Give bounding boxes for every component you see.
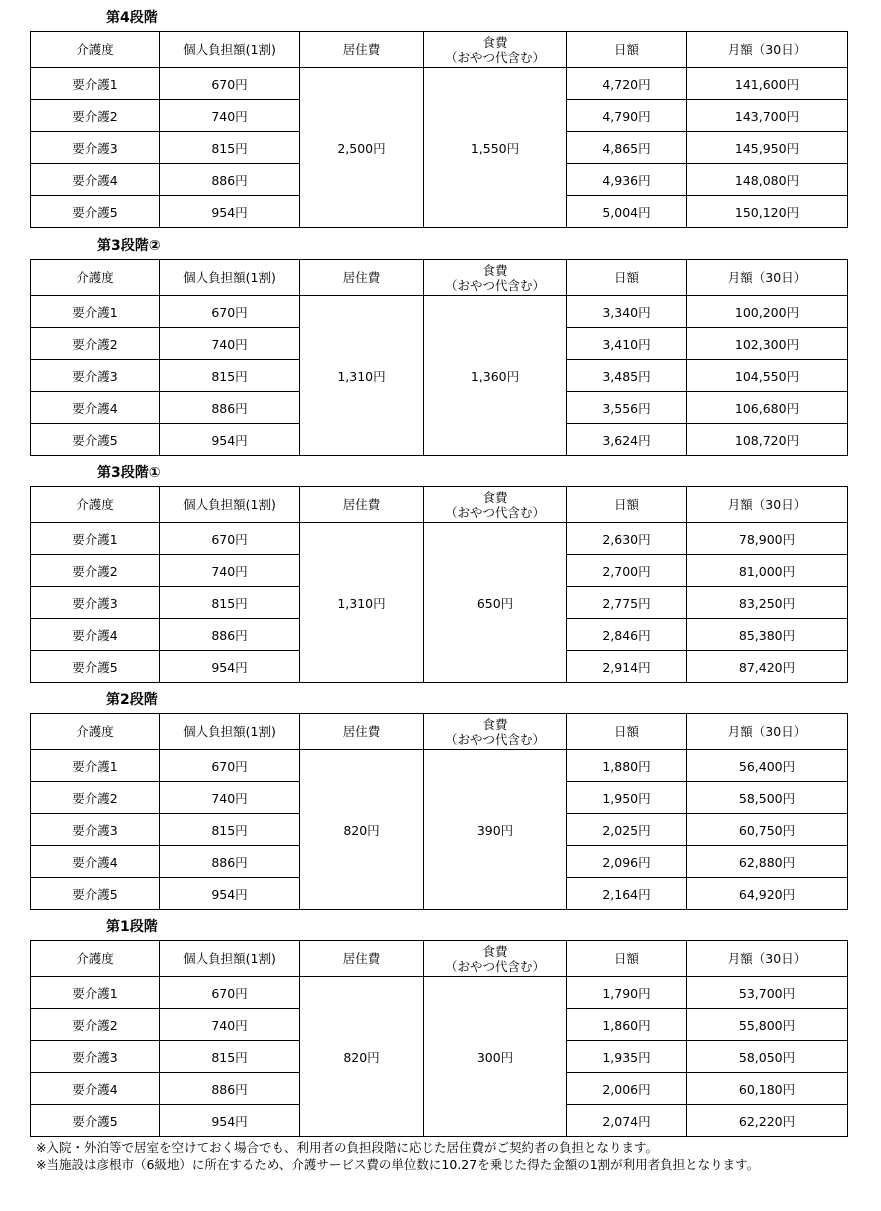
care-level-cell: 要介護2 <box>31 555 160 587</box>
header-care-level: 介護度 <box>31 714 160 750</box>
daily-cell: 2,775円 <box>567 587 687 619</box>
daily-cell: 1,860円 <box>567 1009 687 1041</box>
personal-burden-cell: 886円 <box>160 1073 300 1105</box>
monthly-cell: 87,420円 <box>687 651 848 683</box>
header-personal-burden: 個人負担額(1割) <box>160 941 300 977</box>
care-level-cell: 要介護4 <box>31 1073 160 1105</box>
monthly-cell: 143,700円 <box>687 100 848 132</box>
residence-cell: 1,310円 <box>300 296 424 456</box>
table-row <box>31 523 848 555</box>
header-residence: 居住費 <box>300 32 424 68</box>
residence-cell: 2,500円 <box>300 68 424 228</box>
daily-cell: 2,006円 <box>567 1073 687 1105</box>
monthly-cell: 145,950円 <box>687 132 848 164</box>
daily-cell: 3,340円 <box>567 296 687 328</box>
header-row <box>31 260 848 296</box>
personal-burden-cell: 954円 <box>160 651 300 683</box>
monthly-cell: 81,000円 <box>687 555 848 587</box>
daily-cell: 3,624円 <box>567 424 687 456</box>
header-personal-burden: 個人負担額(1割) <box>160 260 300 296</box>
header-monthly: 月額（30日） <box>687 941 848 977</box>
header-monthly: 月額（30日） <box>687 32 848 68</box>
header-residence: 居住費 <box>300 487 424 523</box>
monthly-cell: 78,900円 <box>687 523 848 555</box>
care-level-cell: 要介護4 <box>31 392 160 424</box>
fee-table <box>30 259 848 456</box>
table-row <box>31 750 848 782</box>
personal-burden-cell: 740円 <box>160 1009 300 1041</box>
daily-cell: 2,846円 <box>567 619 687 651</box>
daily-cell: 1,790円 <box>567 977 687 1009</box>
table-row <box>31 68 848 100</box>
header-residence: 居住費 <box>300 714 424 750</box>
header-meal-line2: （おやつ代含む） <box>444 958 545 974</box>
header-monthly: 月額（30日） <box>687 260 848 296</box>
header-meal-line1: 食費 <box>482 943 508 959</box>
monthly-cell: 148,080円 <box>687 164 848 196</box>
care-level-cell: 要介護1 <box>31 296 160 328</box>
care-level-cell: 要介護5 <box>31 1105 160 1137</box>
personal-burden-cell: 670円 <box>160 296 300 328</box>
header-monthly: 月額（30日） <box>687 714 848 750</box>
care-level-cell: 要介護3 <box>31 1041 160 1073</box>
daily-cell: 3,556円 <box>567 392 687 424</box>
header-personal-burden: 個人負担額(1割) <box>160 714 300 750</box>
monthly-cell: 106,680円 <box>687 392 848 424</box>
personal-burden-cell: 886円 <box>160 619 300 651</box>
personal-burden-cell: 954円 <box>160 1105 300 1137</box>
stage-title: 第4段階 <box>106 10 158 26</box>
header-meal <box>424 941 567 977</box>
personal-burden-cell: 670円 <box>160 750 300 782</box>
meal-cell: 1,550円 <box>424 68 567 228</box>
care-level-cell: 要介護4 <box>31 846 160 878</box>
personal-burden-cell: 670円 <box>160 68 300 100</box>
table-row <box>31 296 848 328</box>
header-daily: 日額 <box>567 487 687 523</box>
care-level-cell: 要介護4 <box>31 164 160 196</box>
header-meal <box>424 32 567 68</box>
personal-burden-cell: 954円 <box>160 424 300 456</box>
care-level-cell: 要介護2 <box>31 782 160 814</box>
daily-cell: 1,935円 <box>567 1041 687 1073</box>
meal-cell: 1,360円 <box>424 296 567 456</box>
header-row <box>31 32 848 68</box>
monthly-cell: 108,720円 <box>687 424 848 456</box>
personal-burden-cell: 954円 <box>160 196 300 228</box>
header-meal-line2: （おやつ代含む） <box>444 49 545 65</box>
header-daily: 日額 <box>567 260 687 296</box>
header-meal-line1: 食費 <box>482 34 508 50</box>
personal-burden-cell: 815円 <box>160 587 300 619</box>
care-level-cell: 要介護1 <box>31 523 160 555</box>
monthly-cell: 56,400円 <box>687 750 848 782</box>
meal-cell: 300円 <box>424 977 567 1137</box>
personal-burden-cell: 815円 <box>160 1041 300 1073</box>
monthly-cell: 141,600円 <box>687 68 848 100</box>
daily-cell: 1,950円 <box>567 782 687 814</box>
care-level-cell: 要介護1 <box>31 750 160 782</box>
fee-table <box>30 486 848 683</box>
notes <box>36 1139 759 1173</box>
daily-cell: 2,164円 <box>567 878 687 910</box>
care-level-cell: 要介護4 <box>31 619 160 651</box>
daily-cell: 4,865円 <box>567 132 687 164</box>
header-meal <box>424 714 567 750</box>
personal-burden-cell: 815円 <box>160 814 300 846</box>
personal-burden-cell: 670円 <box>160 977 300 1009</box>
header-monthly: 月額（30日） <box>687 487 848 523</box>
care-level-cell: 要介護3 <box>31 360 160 392</box>
daily-cell: 2,914円 <box>567 651 687 683</box>
stage-title: 第3段階① <box>97 465 161 481</box>
care-level-cell: 要介護1 <box>31 68 160 100</box>
care-level-cell: 要介護3 <box>31 132 160 164</box>
care-level-cell: 要介護2 <box>31 328 160 360</box>
header-meal <box>424 260 567 296</box>
header-residence: 居住費 <box>300 941 424 977</box>
fee-table <box>30 31 848 228</box>
care-level-cell: 要介護3 <box>31 587 160 619</box>
daily-cell: 5,004円 <box>567 196 687 228</box>
header-residence: 居住費 <box>300 260 424 296</box>
personal-burden-cell: 886円 <box>160 164 300 196</box>
monthly-cell: 104,550円 <box>687 360 848 392</box>
monthly-cell: 85,380円 <box>687 619 848 651</box>
monthly-cell: 62,880円 <box>687 846 848 878</box>
care-level-cell: 要介護1 <box>31 977 160 1009</box>
residence-cell: 820円 <box>300 750 424 910</box>
monthly-cell: 55,800円 <box>687 1009 848 1041</box>
care-level-cell: 要介護3 <box>31 814 160 846</box>
header-meal <box>424 487 567 523</box>
note-hospitalization: ※入院・外泊等で居室を空けておく場合でも、利用者の負担段階に応じた居住費がご契約者の負担となります。 <box>36 1140 658 1155</box>
daily-cell: 3,485円 <box>567 360 687 392</box>
personal-burden-cell: 740円 <box>160 782 300 814</box>
care-level-cell: 要介護5 <box>31 651 160 683</box>
fee-table <box>30 940 848 1137</box>
personal-burden-cell: 740円 <box>160 555 300 587</box>
monthly-cell: 100,200円 <box>687 296 848 328</box>
daily-cell: 2,096円 <box>567 846 687 878</box>
header-personal-burden: 個人負担額(1割) <box>160 32 300 68</box>
monthly-cell: 102,300円 <box>687 328 848 360</box>
monthly-cell: 60,750円 <box>687 814 848 846</box>
personal-burden-cell: 886円 <box>160 846 300 878</box>
personal-burden-cell: 740円 <box>160 328 300 360</box>
header-meal-line1: 食費 <box>482 489 508 505</box>
header-meal-line2: （おやつ代含む） <box>444 277 545 293</box>
header-row <box>31 487 848 523</box>
header-meal-line1: 食費 <box>482 716 508 732</box>
care-level-cell: 要介護5 <box>31 196 160 228</box>
daily-cell: 4,720円 <box>567 68 687 100</box>
stage-title: 第3段階② <box>97 238 161 254</box>
residence-cell: 820円 <box>300 977 424 1137</box>
residence-cell: 1,310円 <box>300 523 424 683</box>
header-row <box>31 941 848 977</box>
care-level-cell: 要介護2 <box>31 1009 160 1041</box>
stage-title: 第2段階 <box>106 692 158 708</box>
personal-burden-cell: 886円 <box>160 392 300 424</box>
care-level-cell: 要介護2 <box>31 100 160 132</box>
daily-cell: 2,630円 <box>567 523 687 555</box>
personal-burden-cell: 815円 <box>160 360 300 392</box>
daily-cell: 2,700円 <box>567 555 687 587</box>
header-personal-burden: 個人負担額(1割) <box>160 487 300 523</box>
daily-cell: 2,025円 <box>567 814 687 846</box>
table-row <box>31 977 848 1009</box>
personal-burden-cell: 815円 <box>160 132 300 164</box>
monthly-cell: 150,120円 <box>687 196 848 228</box>
note-regional-rate: ※当施設は彦根市（6級地）に所在するため、介護サービス費の単位数に10.27を乗じた得た金額の1割が利用者負担となります。 <box>36 1157 760 1172</box>
fee-table <box>30 713 848 910</box>
monthly-cell: 58,500円 <box>687 782 848 814</box>
personal-burden-cell: 670円 <box>160 523 300 555</box>
monthly-cell: 58,050円 <box>687 1041 848 1073</box>
daily-cell: 2,074円 <box>567 1105 687 1137</box>
header-care-level: 介護度 <box>31 260 160 296</box>
daily-cell: 4,936円 <box>567 164 687 196</box>
header-daily: 日額 <box>567 714 687 750</box>
header-care-level: 介護度 <box>31 941 160 977</box>
header-meal-line1: 食費 <box>482 262 508 278</box>
meal-cell: 390円 <box>424 750 567 910</box>
header-meal-line2: （おやつ代含む） <box>444 504 545 520</box>
personal-burden-cell: 954円 <box>160 878 300 910</box>
daily-cell: 4,790円 <box>567 100 687 132</box>
header-row <box>31 714 848 750</box>
header-meal-line2: （おやつ代含む） <box>444 731 545 747</box>
header-daily: 日額 <box>567 32 687 68</box>
monthly-cell: 62,220円 <box>687 1105 848 1137</box>
care-level-cell: 要介護5 <box>31 424 160 456</box>
stage-title: 第1段階 <box>106 919 158 935</box>
header-care-level: 介護度 <box>31 32 160 68</box>
header-daily: 日額 <box>567 941 687 977</box>
daily-cell: 1,880円 <box>567 750 687 782</box>
daily-cell: 3,410円 <box>567 328 687 360</box>
meal-cell: 650円 <box>424 523 567 683</box>
monthly-cell: 64,920円 <box>687 878 848 910</box>
care-level-cell: 要介護5 <box>31 878 160 910</box>
header-care-level: 介護度 <box>31 487 160 523</box>
monthly-cell: 53,700円 <box>687 977 848 1009</box>
personal-burden-cell: 740円 <box>160 100 300 132</box>
monthly-cell: 83,250円 <box>687 587 848 619</box>
monthly-cell: 60,180円 <box>687 1073 848 1105</box>
